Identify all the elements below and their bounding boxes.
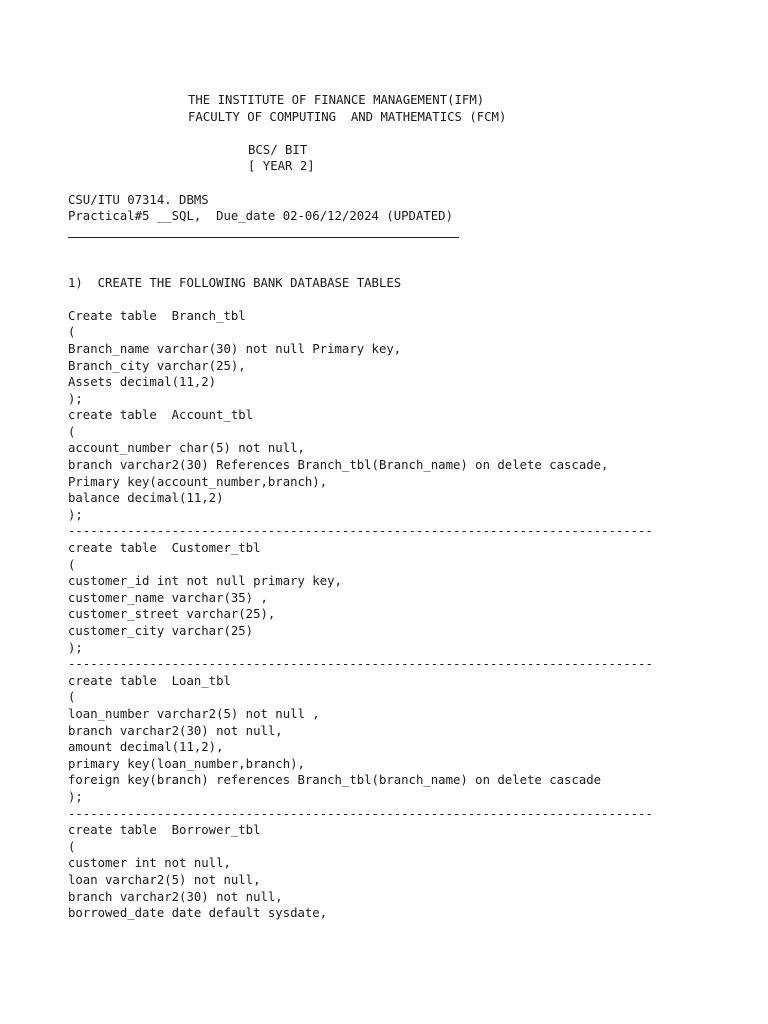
separator-line: -------------------------------------------------------------------------------: [68, 657, 653, 672]
sql-line: Assets decimal(11,2): [68, 375, 217, 390]
account-table-sql: [68, 407, 748, 523]
spacer: [68, 291, 748, 308]
sql-line: );: [68, 789, 83, 804]
faculty-title: FACULTY OF COMPUTING AND MATHEMATICS (FCM): [188, 109, 507, 124]
sql-line: customer int not null,: [68, 856, 231, 871]
sql-line: balance decimal(11,2): [68, 491, 224, 506]
sql-line: (: [68, 557, 76, 572]
sql-line: );: [68, 640, 83, 655]
sql-line: loan varchar2(5) not null,: [68, 872, 261, 887]
sql-line: (: [68, 690, 76, 705]
sql-line: Create table Branch_tbl: [68, 308, 246, 323]
sql-line: branch varchar2(30) not null,: [68, 723, 283, 738]
document-page: [68, 92, 748, 922]
separator-line: -------------------------------------------------------------------------------: [68, 806, 653, 821]
sql-line: (: [68, 839, 76, 854]
sql-line: customer_city varchar(25): [68, 624, 254, 638]
branch-table-sql: [68, 308, 748, 408]
task-title: 1) CREATE THE FOLLOWING BANK DATABASE TABLES: [68, 275, 402, 290]
sql-line: primary key(loan_number,branch),: [68, 756, 305, 771]
spacer: [68, 241, 748, 258]
sql-line: Primary key(account_number,branch),: [68, 474, 328, 489]
course-code: CSU/ITU 07314. DBMS: [68, 192, 209, 207]
sql-line: customer_id int not null primary key,: [68, 574, 342, 589]
program-label: BCS/ BIT: [248, 142, 308, 157]
sql-line: );: [68, 507, 83, 522]
loan-table-sql: [68, 673, 748, 806]
sql-line: foreign key(branch) references Branch_tbl(branch_name) on delete cascade: [68, 773, 602, 788]
sql-line: create table Customer_tbl: [68, 541, 261, 556]
sql-line: amount decimal(11,2),: [68, 740, 224, 755]
sql-line: Branch_city varchar(25),: [68, 358, 246, 373]
sql-line: );: [68, 391, 83, 406]
sql-line: customer_street varchar(25),: [68, 607, 276, 622]
sql-line: loan_number varchar2(5) not null ,: [68, 706, 320, 721]
sql-line: borrowed_date date default sysdate,: [68, 906, 328, 921]
spacer: [68, 175, 748, 192]
sql-line: (: [68, 325, 76, 340]
sql-line: (: [68, 424, 76, 439]
sql-line: customer_name varchar(35) ,: [68, 590, 268, 605]
sql-line: create table Account_tbl: [68, 408, 254, 423]
customer-table-sql: [68, 540, 748, 656]
sql-line: branch varchar2(30) not null,: [68, 889, 283, 904]
institute-title: THE INSTITUTE OF FINANCE MANAGEMENT(IFM): [188, 93, 485, 107]
borrower-table-sql: [68, 822, 748, 922]
header-underline: [68, 225, 748, 242]
sql-line: create table Loan_tbl: [68, 673, 231, 688]
spacer: [68, 258, 748, 275]
practical-line: Practical#5 __SQL, Due_date 02-06/12/2024 (UPDATED): [68, 209, 453, 224]
sql-line: branch varchar2(30) References Branch_tbl(Branch_name) on delete cascade,: [68, 458, 609, 473]
sql-line: create table Borrower_tbl: [68, 823, 261, 838]
sql-line: Branch_name varchar(30) not null Primary key,: [68, 341, 402, 356]
year-label: [ YEAR 2]: [248, 159, 315, 174]
separator-line: -------------------------------------------------------------------------------: [68, 524, 653, 539]
spacer: [68, 125, 748, 142]
sql-line: account_number char(5) not null,: [68, 441, 305, 456]
